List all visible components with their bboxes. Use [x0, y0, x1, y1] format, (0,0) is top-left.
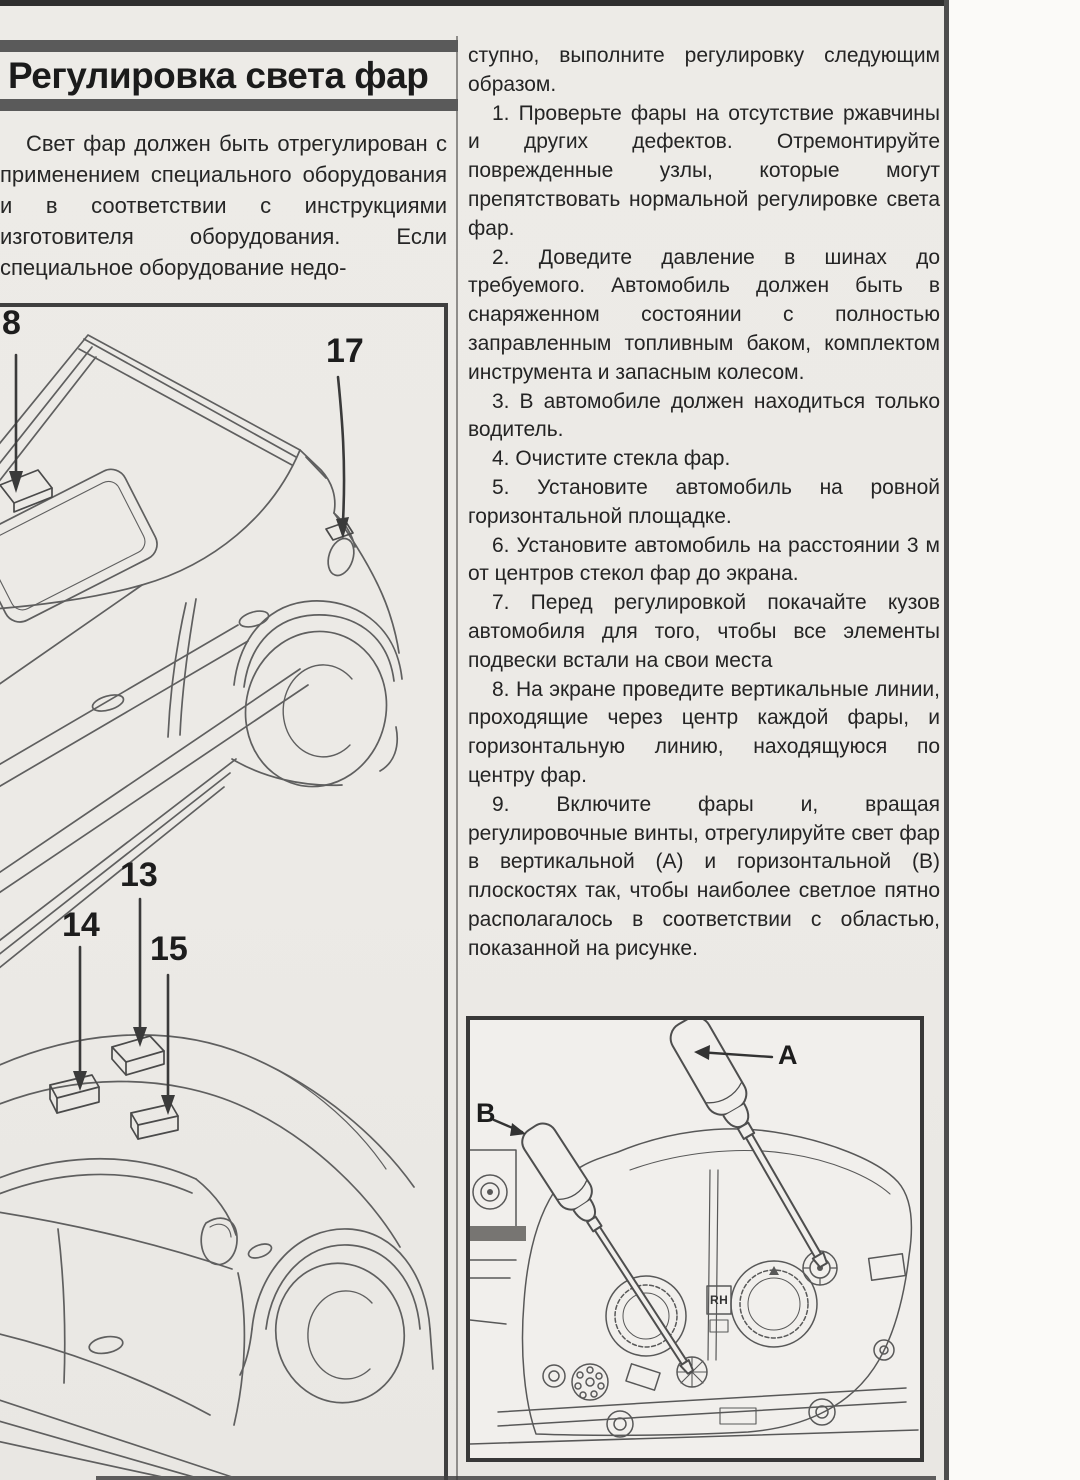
title-bar-bottom: [0, 99, 458, 111]
page-top-rule: [0, 0, 948, 6]
callout-a: A: [778, 1040, 798, 1070]
instruction-step-9: 9. Включите фары и, вращая регулировочные винты, отрегулируйте свет фар в вертикальной (А) и горизонтальной (В) плоскостях так, чтобы наиболее светлое пятно располагалось в соответствии с областью, показанной на рисунке.: [468, 792, 940, 960]
intro-paragraph-block: [0, 128, 447, 283]
rh-part-label: RH: [710, 1293, 729, 1307]
instruction-continuation: ступно, выполните регулировку следующим образом.: [468, 44, 940, 96]
instruction-step-1: 1. Проверьте фары на отсутствие ржавчины и других дефектов. Отремонтируйте поврежденные узлы, которые могут препятствовать нормальной регулировке света фар.: [468, 101, 940, 240]
callout-b: B: [476, 1098, 496, 1128]
column-divider: [456, 36, 458, 1480]
section-title: Регулировка света фар: [8, 55, 429, 96]
instruction-step-5: 5. Установите автомобиль на ровной горизонтальной площадке.: [468, 475, 940, 528]
headlight-adjusters-drawing: [470, 1020, 920, 1458]
headlight-figure-frame: [466, 1016, 924, 1462]
callout-8: 8: [2, 304, 21, 342]
intro-paragraph: Свет фар должен быть отрегулирован с применением специального оборудования и в соответствии с инструкциями изготовителя оборудования. Если специальное оборудование недо-: [0, 131, 447, 280]
instruction-step-2: 2. Доведите давление в шинах до требуемого. Автомобиль должен быть в снаряженном состоянии с полностью заправленным топливным баком, комплектом инструмента и запасным колесом.: [468, 245, 940, 384]
section-title-block: [0, 40, 458, 111]
callout-15: 15: [150, 930, 188, 968]
page-edge-rule: [944, 0, 949, 1480]
instruction-step-8: 8. На экране проведите вертикальные линии, проходящие через центр каждой фары, и горизонтальную линию, находящуюся по центру фар.: [468, 677, 940, 787]
instructions-column: [468, 42, 940, 964]
instruction-step-7: 7. Перед регулировкой покачайте кузов автомобиля для того, чтобы все элементы подвески встали на свои места: [468, 591, 940, 672]
instruction-step-4: 4. Очистите стекла фар.: [492, 447, 731, 471]
car-views-drawing: [0, 304, 436, 1480]
callout-17: 17: [326, 332, 364, 370]
title-bar-top: [0, 40, 458, 52]
instruction-step-3: 3. В автомобиле должен находиться только водитель.: [468, 389, 940, 442]
callout-13: 13: [120, 856, 158, 894]
instruction-step-6: 6. Установите автомобиль на расстоянии 3 м от центров стекол фар до экрана.: [468, 533, 940, 586]
callout-14: 14: [62, 906, 100, 944]
page-right-margin: [949, 0, 1080, 1480]
